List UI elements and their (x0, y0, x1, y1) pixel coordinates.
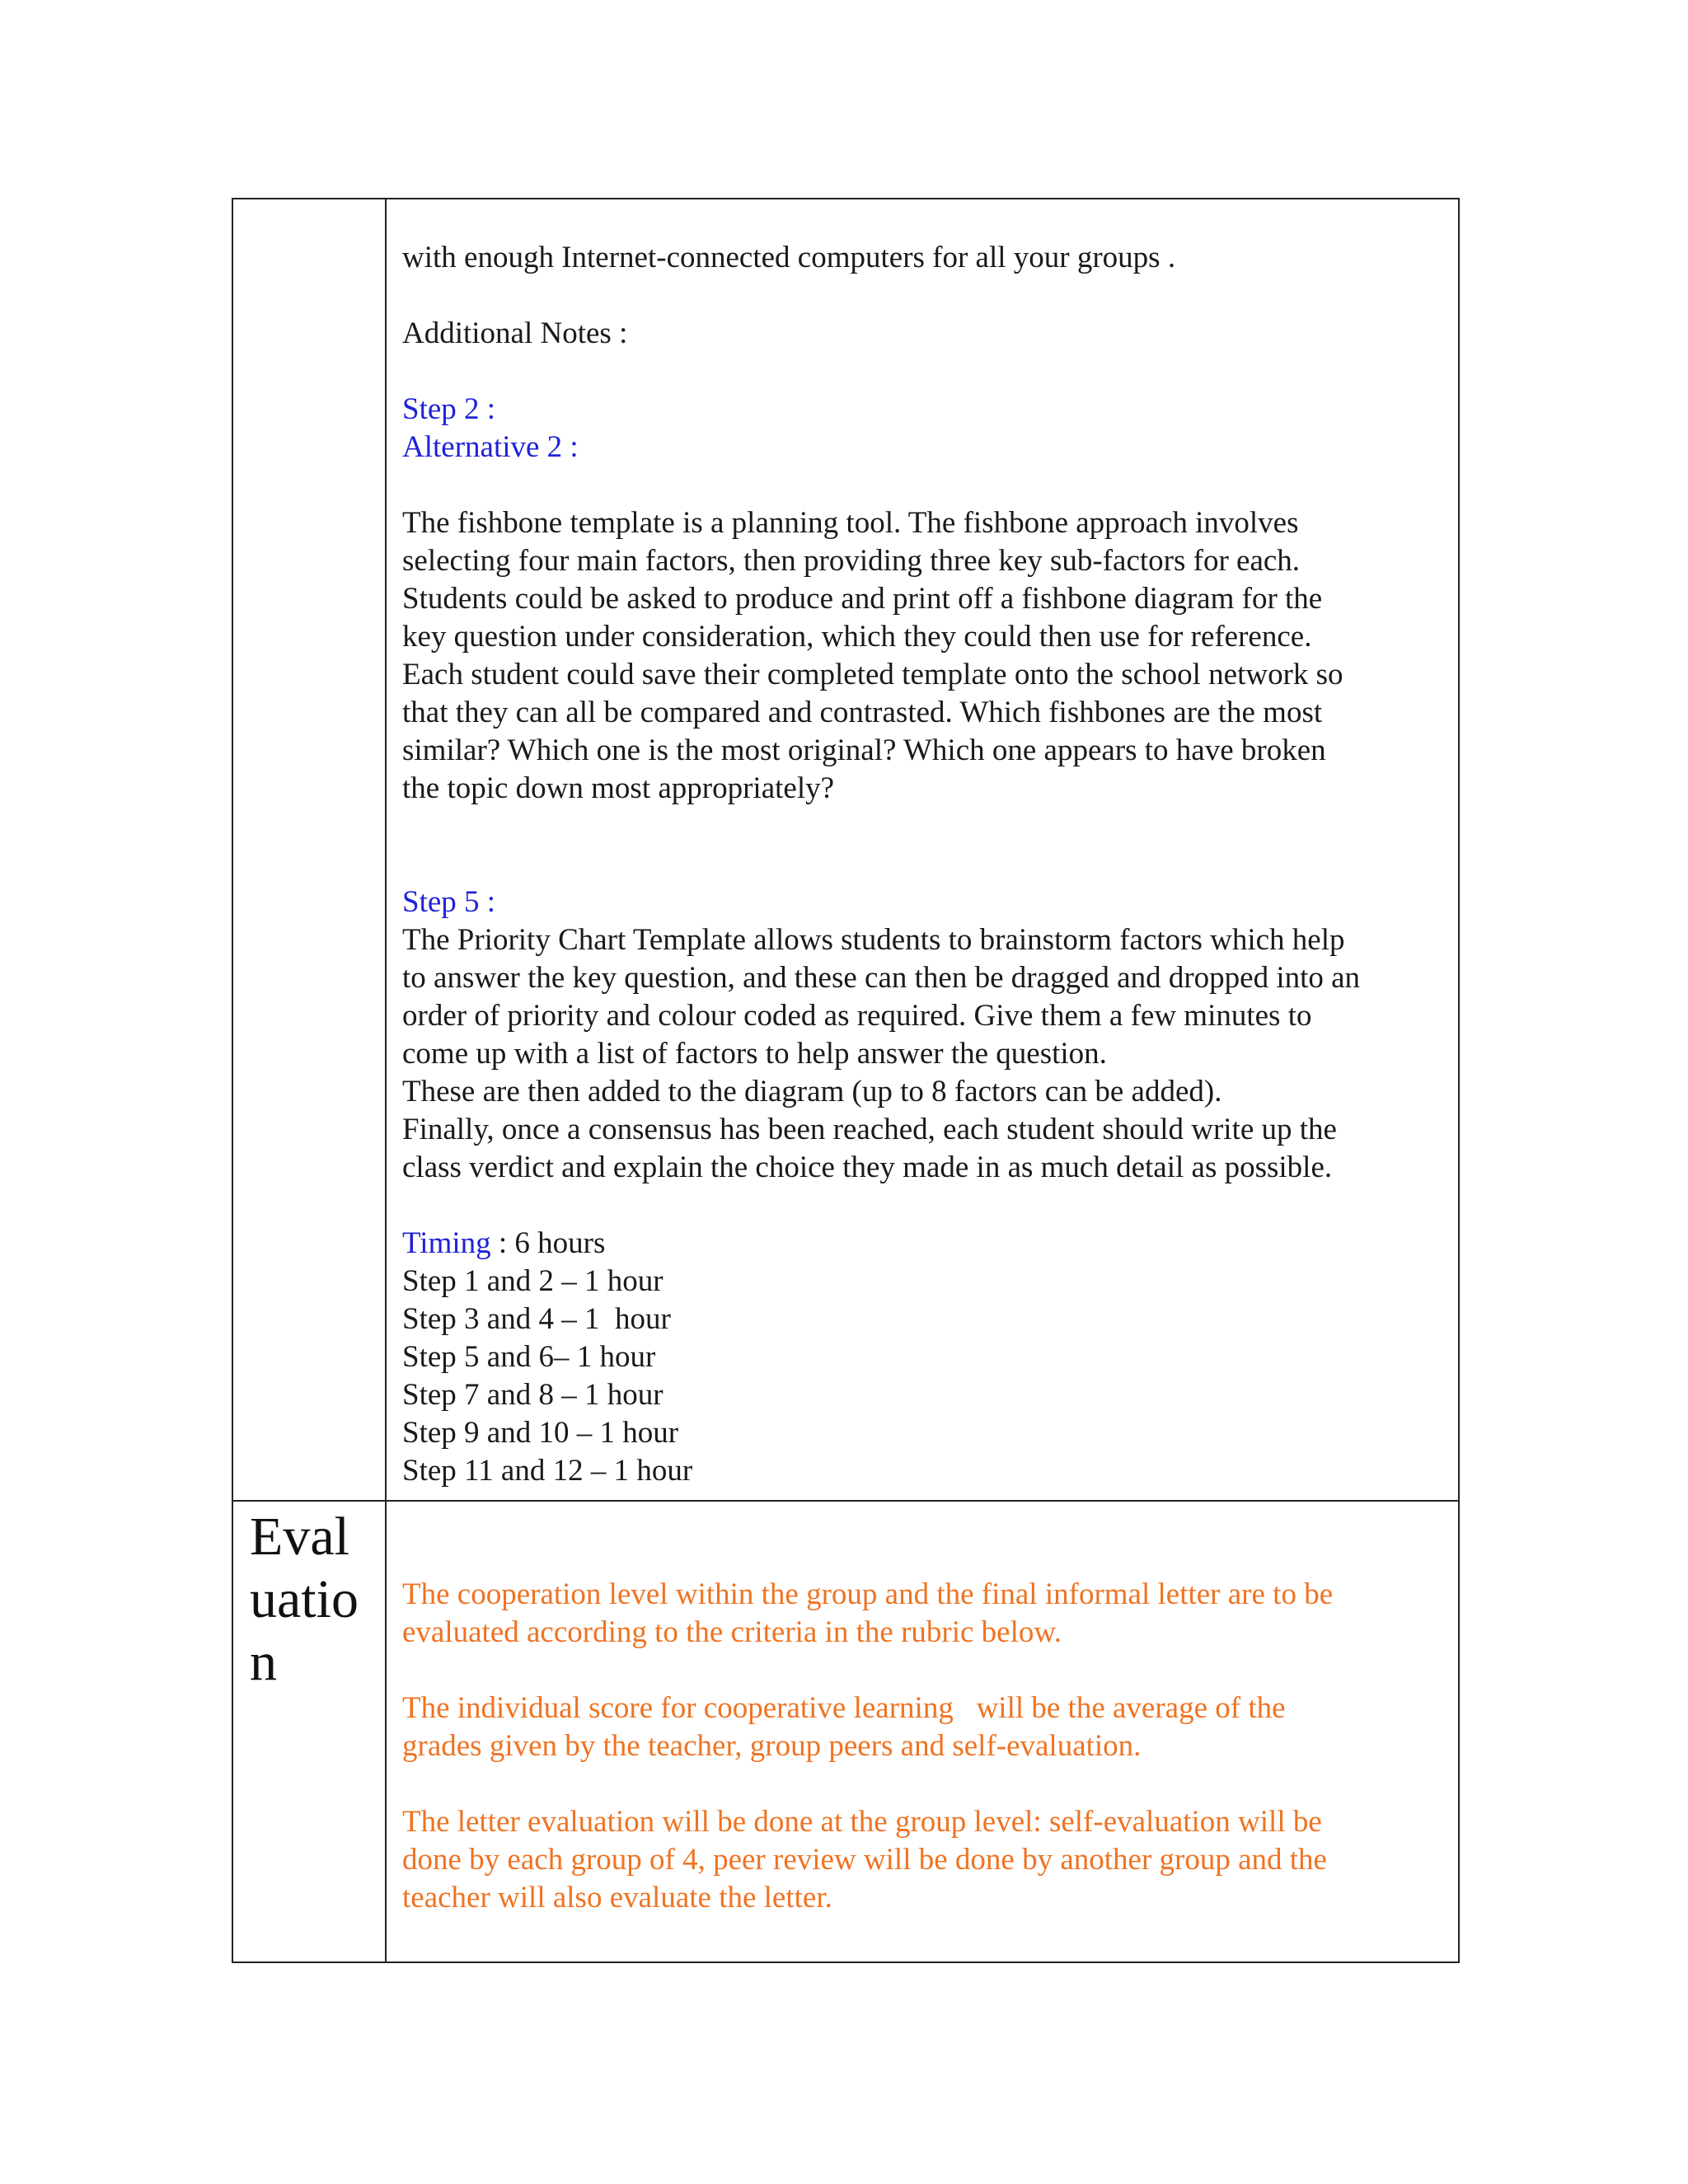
alternative2-heading: Alternative 2 : (402, 430, 579, 464)
fishbone-paragraph (402, 504, 1449, 808)
evaluation-paragraph-3 (402, 1803, 1449, 1917)
paragraph-line: order of priority and colour coded as required. Give them a few minutes to (402, 999, 1312, 1033)
step5-heading: Step 5 : (402, 885, 496, 919)
timing-line (402, 1225, 1449, 1263)
paragraph-line: evaluated according to the criteria in the rubric below. (402, 1615, 1062, 1649)
evaluation-paragraph-1 (402, 1576, 1449, 1652)
paragraph-line: teacher will also evaluate the letter. (402, 1881, 832, 1915)
timing-item: Step 9 and 10 – 1 hour (402, 1416, 679, 1450)
paragraph-line: The cooperation level within the group and the final informal letter are to be (402, 1577, 1334, 1611)
evaluation-paragraph-2 (402, 1690, 1449, 1765)
label-line: n (250, 1632, 277, 1692)
priority-chart-paragraph (402, 921, 1449, 1187)
paragraph-line: that they can all be compared and contrasted. Which fishbones are the most (402, 696, 1323, 729)
paragraph-line: similar? Which one is the most original? Which one appears to have broken (402, 733, 1326, 767)
evaluation-cell (402, 1576, 1449, 1917)
paragraph-line: The fishbone template is a planning tool. The fishbone approach involves (402, 506, 1299, 540)
timing-item: Step 5 and 6– 1 hour (402, 1340, 656, 1374)
label-line: Eval (250, 1507, 349, 1567)
paragraph-line: key question under consideration, which they could then use for reference. (402, 620, 1312, 654)
paragraph-line: the topic down most appropriately? (402, 771, 835, 805)
evaluation-row-label (250, 1506, 373, 1694)
paragraph-line: class verdict and explain the choice they made in as much detail as possible. (402, 1151, 1333, 1184)
paragraph-line: grades given by the teacher, group peers and self-evaluation. (402, 1729, 1142, 1763)
additional-notes-label: Additional Notes : (402, 316, 628, 350)
timing-item: Step 11 and 12 – 1 hour (402, 1454, 693, 1488)
timing-item: Step 7 and 8 – 1 hour (402, 1378, 663, 1412)
paragraph-line: Finally, once a consensus has been reached, each student should write up the (402, 1113, 1337, 1146)
paragraph-line: come up with a list of factors to help answer the question. (402, 1037, 1107, 1071)
intro-line: with enough Internet-connected computers for all your groups . (402, 241, 1176, 274)
lesson-plan-table (232, 198, 1460, 1963)
procedure-cell (402, 239, 1449, 1490)
paragraph-line: selecting four main factors, then providing three key sub-factors for each. (402, 544, 1301, 578)
paragraph-line: done by each group of 4, peer review will be done by another group and the (402, 1843, 1327, 1877)
label-line: uatio (250, 1569, 359, 1629)
timing-list (402, 1263, 1449, 1490)
timing-value: : 6 hours (490, 1226, 606, 1260)
paragraph-line: to answer the key question, and these can then be dragged and dropped into an (402, 961, 1361, 995)
timing-item: Step 1 and 2 – 1 hour (402, 1264, 663, 1298)
paragraph-line: Students could be asked to produce and print off a fishbone diagram for the (402, 582, 1323, 616)
paragraph-line: The Priority Chart Template allows students to brainstorm factors which help (402, 923, 1345, 957)
timing-item: Step 3 and 4 – 1 hour (402, 1302, 671, 1336)
row-divider (233, 1500, 1458, 1502)
step2-heading: Step 2 : (402, 392, 496, 426)
paragraph-line: The letter evaluation will be done at the group level: self-evaluation will be (402, 1805, 1322, 1839)
paragraph-line: Each student could save their completed template onto the school network so (402, 658, 1343, 691)
paragraph-line: The individual score for cooperative learning will be the average of the (402, 1691, 1286, 1725)
timing-label: Timing (402, 1226, 491, 1260)
column-divider (385, 199, 387, 1961)
paragraph-line: These are then added to the diagram (up to 8 factors can be added). (402, 1075, 1222, 1108)
